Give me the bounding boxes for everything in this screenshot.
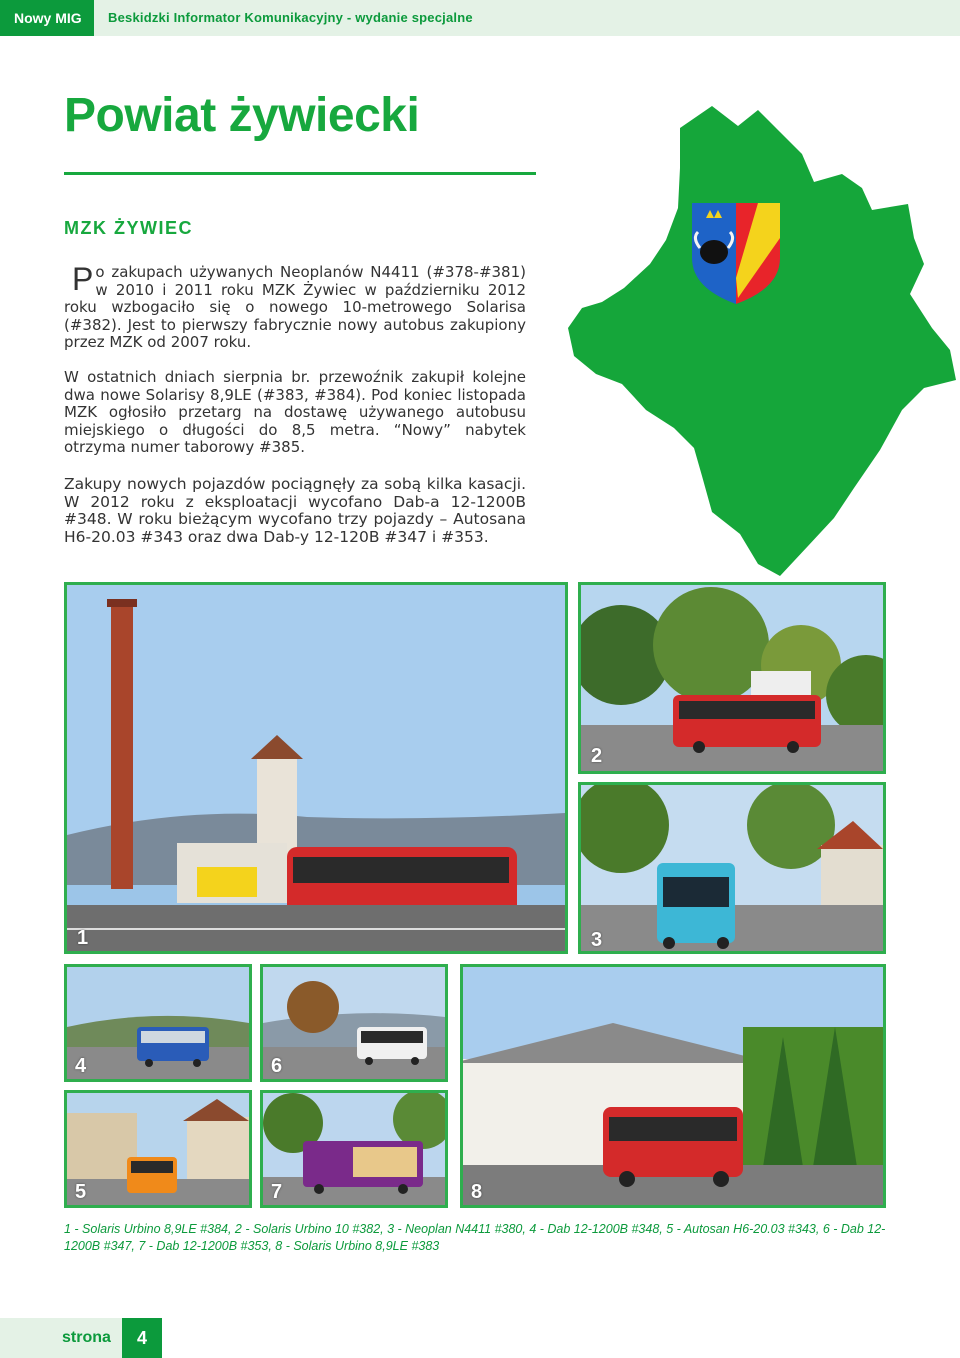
photo-6 xyxy=(260,964,448,1082)
page-header xyxy=(0,0,960,36)
photo-number: 1 xyxy=(77,927,89,949)
header-title: Beskidzki Informator Komunikacyjny - wydanie specjalne xyxy=(108,10,473,25)
photo-8 xyxy=(460,964,886,1208)
photo-5 xyxy=(64,1090,252,1208)
photo-number: 5 xyxy=(75,1181,87,1203)
photo-4 xyxy=(64,964,252,1082)
photo-number: 4 xyxy=(75,1055,87,1077)
photo-number: 3 xyxy=(591,929,603,951)
footer-label: strona xyxy=(62,1329,111,1346)
photo-number: 2 xyxy=(591,745,603,767)
paragraph-1 xyxy=(64,261,526,352)
page-number: 4 xyxy=(122,1318,162,1358)
photo-number: 6 xyxy=(271,1055,283,1077)
dropcap: P xyxy=(72,261,94,297)
page-title: Powiat żywiecki xyxy=(64,89,420,142)
photo-caption: 1 - Solaris Urbino 8,9LE #384, 2 - Solaris Urbino 10 #382, 3 - Neoplan N4411 #380, 4 - Dab 12-1200B #348, 5 - Autosan H6-20.03 #343, 6 - Dab 12-1200B #347, 7 - Dab 12-1200B #353, 8 - Solaris Urbino 8,9LE #383 xyxy=(64,1222,886,1253)
page-footer xyxy=(0,1318,960,1358)
county-map-shape xyxy=(562,88,960,582)
paragraph-1-text: o zakupach używanych Neoplanów N4411 (#378-#381) w 2010 i 2011 roku MZK Żywiec w październiku 2012 roku wzbogaciło się o nowego 10-metrowego Solarisa (#382). Jest to pierwszy fabrycznie nowy autobus zakupiony przez MZK od 2007 roku. xyxy=(64,263,526,352)
title-rule xyxy=(64,172,536,175)
photo-7 xyxy=(260,1090,448,1208)
paragraph-3: Zakupy nowych pojazdów pociągnęły za sobą kilka kasacji. W 2012 roku z eksploatacji wycofano Dab-a 12-1200B #348. W roku bieżącym wycofano trzy pojazdy – Autosana H6-20.03 #343 oraz dwa Dab-y 12-120B #347 i #353. xyxy=(64,475,526,546)
section-title: MZK ŻYWIEC xyxy=(64,218,193,238)
photo-2 xyxy=(578,582,886,774)
photo-1 xyxy=(64,582,568,954)
photo-number: 7 xyxy=(271,1181,283,1203)
photo-3 xyxy=(578,782,886,954)
photo-number: 8 xyxy=(471,1181,483,1203)
header-tab: Nowy MIG xyxy=(0,0,94,36)
county-map xyxy=(562,88,960,582)
paragraph-2: W ostatnich dniach sierpnia br. przewoźnik zakupił kolejne dwa nowe Solarisy 8,9LE (#383, #384). Pod koniec listopada MZK ogłosiło przetarg na dostawę używanego autobusu miejskiego o długości do 8,5 metra. “Nowy” nabytek otrzyma numer taborowy #385. xyxy=(64,368,526,457)
